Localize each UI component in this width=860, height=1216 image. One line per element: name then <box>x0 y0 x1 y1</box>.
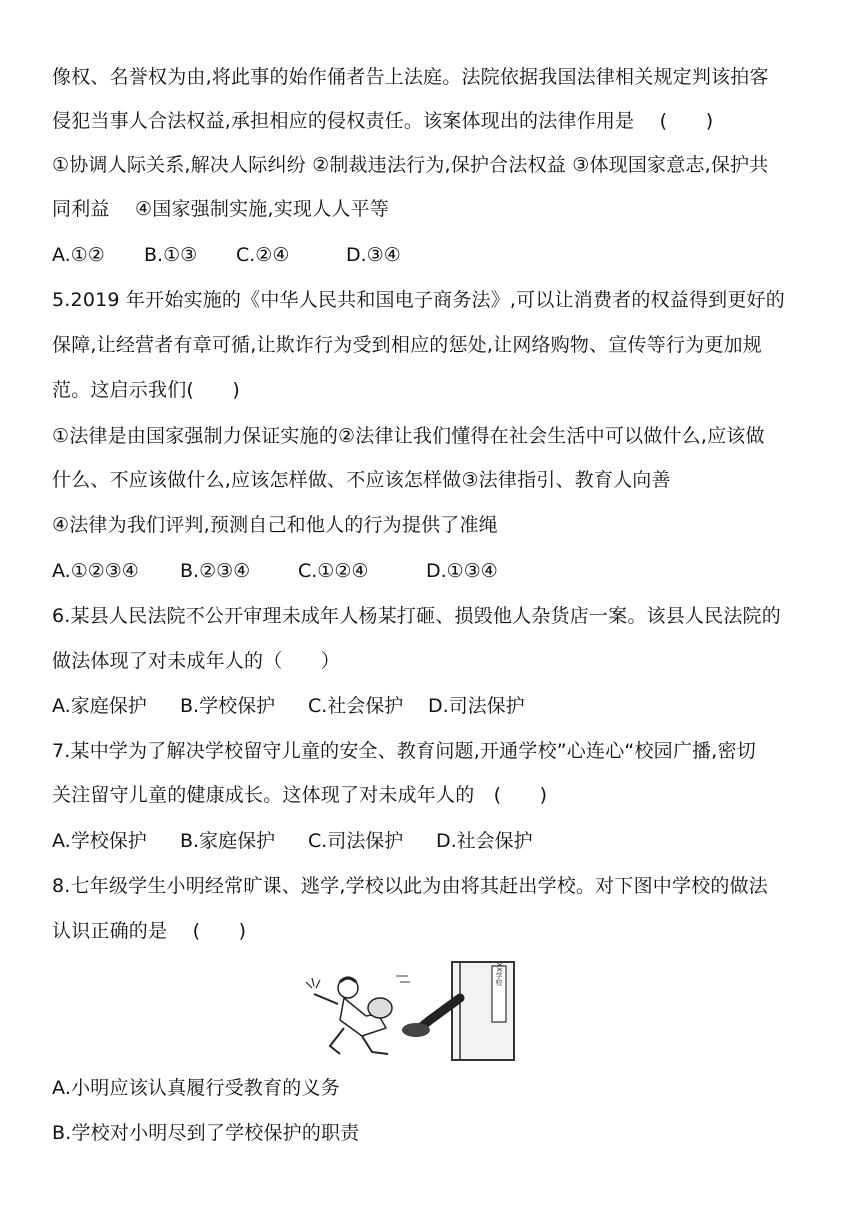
q8-text-line-2: 认识正确的是 ( ) <box>52 920 247 942</box>
q4-option-c[interactable]: C.②④ <box>236 244 290 266</box>
q4-options <box>52 242 401 268</box>
cartoon-svg <box>300 958 522 1062</box>
q4-text-line-1: 像权、名誉权为由,将此事的始作俑者告上法庭。法院依据我国法律相关规定判该拍客 <box>52 66 769 88</box>
q5-statement-line-3: ④法律为我们评判,预测自己和他人的行为提供了准绳 <box>52 514 498 536</box>
q8-text-line-1: 8.七年级学生小明经常旷课、逃学,学校以此为由将其赶出学校。对下图中学校的做法 <box>52 875 768 897</box>
shoe-icon <box>402 1023 430 1037</box>
q5-text-line-1: 5.2019 年开始实施的《中华人民共和国电子商务法》,可以让消费者的权益得到更好的 <box>52 289 785 311</box>
q7-text-line-1: 7.某中学为了解决学校留守儿童的安全、教育问题,开通学校”心连心“校园广播,密切 <box>52 740 756 762</box>
q5-option-d[interactable]: D.①③④ <box>426 560 498 582</box>
q7-text-line-2: 关注留守儿童的健康成长。这体现了对未成年人的 ( ) <box>52 784 548 806</box>
q5-option-a[interactable]: A.①②③④ <box>52 560 139 582</box>
q5-text-line-2: 保障,让经营者有章可循,让欺诈行为受到相应的惩处,让网络购物、宣传等行为更加规 <box>52 334 762 356</box>
q7-option-c[interactable]: C.司法保护 <box>308 830 404 852</box>
q8-option-b[interactable]: B.学校对小明尽到了学校保护的职责 <box>52 1122 360 1144</box>
q6-text-line-2: 做法体现了对未成年人的（ ） <box>52 650 341 672</box>
q6-option-d[interactable]: D.司法保护 <box>428 695 525 717</box>
q6-option-a[interactable]: A.家庭保护 <box>52 695 147 717</box>
q6-option-b[interactable]: B.学校保护 <box>180 695 276 717</box>
q4-statement-line-2: 同利益 ④国家强制实施,实现人人平等 <box>52 198 389 220</box>
cartoon-illustration <box>300 958 522 1062</box>
q4-option-d[interactable]: D.③④ <box>346 244 401 266</box>
q5-statement-line-2: 什么、不应该做什么,应该怎样做、不应该怎样做③法律指引、教育人向善 <box>52 469 671 491</box>
q5-options <box>52 558 498 584</box>
q5-statement-line-1: ①法律是由国家强制力保证实施的②法律让我们懂得在社会生活中可以做什么,应该做 <box>52 425 765 447</box>
q6-options <box>52 693 525 719</box>
q6-option-c[interactable]: C.社会保护 <box>308 695 404 717</box>
q4-option-a[interactable]: A.①② <box>52 244 105 266</box>
q7-option-a[interactable]: A.学校保护 <box>52 830 147 852</box>
school-sign-text: XX学校 <box>495 962 503 986</box>
q5-text-line-3: 范。这启示我们( ) <box>52 379 241 401</box>
q8-option-a[interactable]: A.小明应该认真履行受教育的义务 <box>52 1077 340 1099</box>
q4-statement-line-1: ①协调人际关系,解决人际纠纷 ②制裁违法行为,保护合法权益 ③体现国家意志,保护共 <box>52 154 769 176</box>
q7-option-b[interactable]: B.家庭保护 <box>180 830 276 852</box>
schoolbag-icon <box>368 998 392 1018</box>
q7-options <box>52 828 533 854</box>
q5-option-b[interactable]: B.②③④ <box>180 560 251 582</box>
q5-option-c[interactable]: C.①②④ <box>298 560 369 582</box>
q4-option-b[interactable]: B.①③ <box>144 244 198 266</box>
motion-lines-icon <box>396 976 410 982</box>
q7-option-d[interactable]: D.社会保护 <box>436 830 533 852</box>
q4-text-line-2: 侵犯当事人合法权益,承担相应的侵权责任。该案体现出的法律作用是 ( ) <box>52 110 714 132</box>
q6-text-line-1: 6.某县人民法院不公开审理未成年人杨某打砸、损毁他人杂货店一案。该县人民法院的 <box>52 605 781 627</box>
